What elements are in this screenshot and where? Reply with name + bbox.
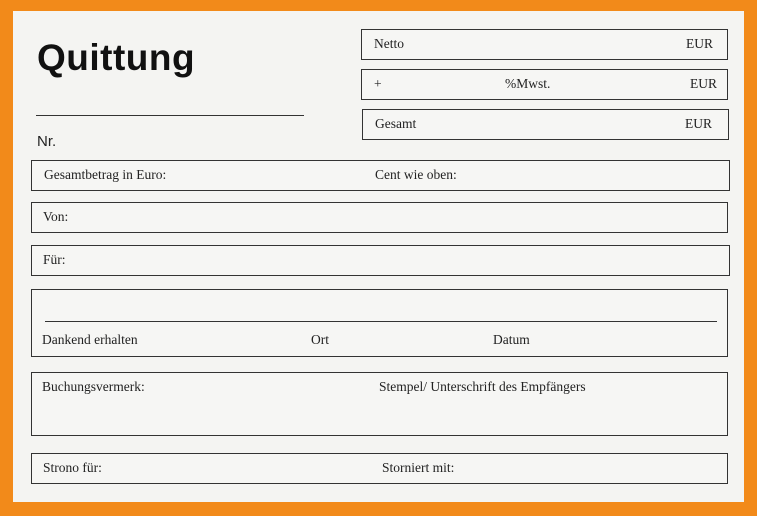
netto-currency: EUR xyxy=(686,36,713,51)
netto-field[interactable] xyxy=(361,29,728,60)
booking-field[interactable] xyxy=(31,372,728,436)
strono-label: Strono für: xyxy=(43,460,102,475)
storno-field[interactable] xyxy=(31,453,728,484)
mwst-label: %Mwst. xyxy=(505,76,551,91)
mwst-currency: EUR xyxy=(690,76,717,91)
gesamt-label: Gesamt xyxy=(375,116,417,131)
von-label: Von: xyxy=(43,209,69,224)
gesamtbetrag-field[interactable] xyxy=(31,160,730,191)
number-line xyxy=(36,115,304,116)
stempel-label: Stempel/ Unterschrift des Empfängers xyxy=(379,379,586,394)
fuer-label: Für: xyxy=(43,252,66,267)
buchungsvermerk-label: Buchungsvermerk: xyxy=(42,379,145,394)
receipt-form xyxy=(13,11,744,502)
storniert-label: Storniert mit: xyxy=(382,460,455,475)
ort-label: Ort xyxy=(311,332,329,347)
mwst-field[interactable] xyxy=(361,69,728,100)
gesamt-currency: EUR xyxy=(685,116,712,131)
gesamt-field[interactable] xyxy=(362,109,729,140)
cent-label: Cent wie oben: xyxy=(375,167,457,182)
gesamtbetrag-label: Gesamtbetrag in Euro: xyxy=(44,167,167,182)
fuer-field[interactable] xyxy=(31,245,730,276)
dankend-label: Dankend erhalten xyxy=(42,332,138,347)
plus-sign: + xyxy=(374,76,382,91)
number-label: Nr. xyxy=(37,133,57,150)
form-title: Quittung xyxy=(37,37,196,78)
von-field[interactable] xyxy=(31,202,728,233)
receipt-confirmation-field[interactable] xyxy=(31,289,728,357)
netto-label: Netto xyxy=(374,36,404,51)
datum-label: Datum xyxy=(493,332,530,347)
signature-line xyxy=(45,321,717,322)
